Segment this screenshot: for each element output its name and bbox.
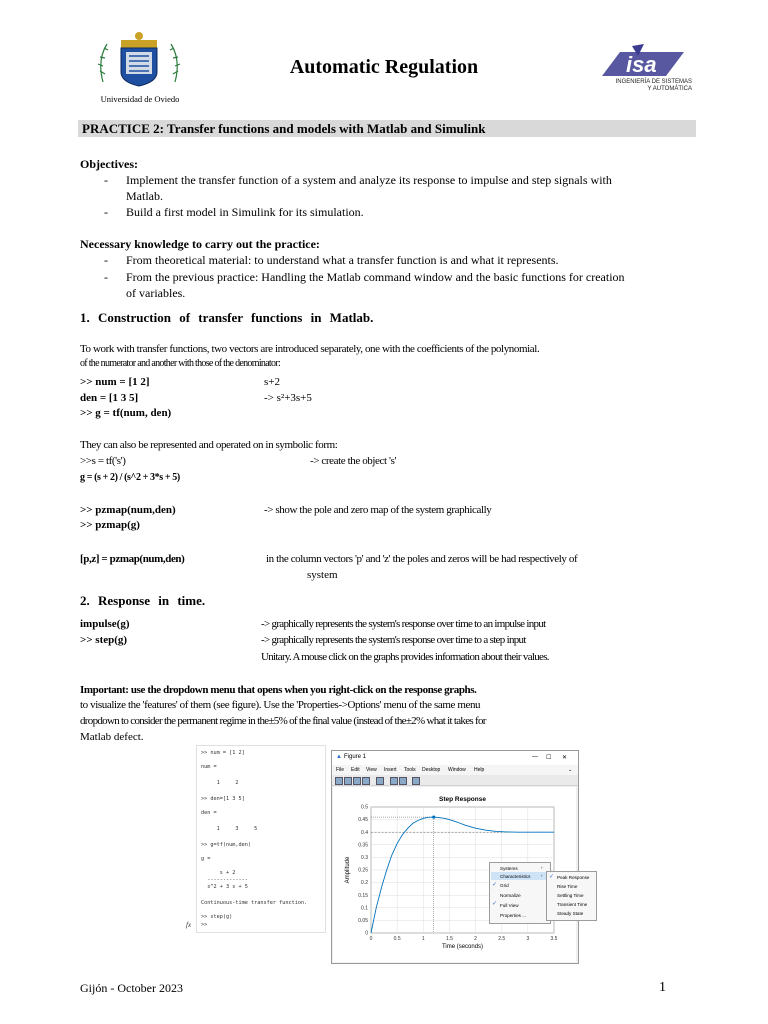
save-icon[interactable] (353, 777, 361, 785)
menu-file[interactable]: File (336, 767, 345, 773)
pz-cmd: [p,z] = pzmap(num,den) (80, 553, 185, 565)
pz-note: in the column vectors 'p' and 'z' the poles and zeros will be had respectively of (266, 553, 578, 565)
submenu-arrow-icon: › (541, 865, 543, 870)
x-tick-label: 3.5 (550, 936, 558, 942)
cmd-line: Continuous-time transfer function. (201, 900, 308, 906)
x-axis-label: Time (seconds) (441, 944, 484, 950)
y-tick-label: 0.05 (358, 918, 368, 924)
cmd-line: >> (201, 922, 208, 928)
symbolic-expr: g = (s + 2) / (s^2 + 3*s + 5) (80, 472, 180, 483)
cmd-line: num = (201, 764, 217, 770)
objectives-bullet: - (104, 205, 108, 219)
cmd-line: >> g=tf(num,den) (201, 842, 251, 848)
cmd-line: den = (201, 810, 217, 816)
context-item-full-view[interactable]: Full View (500, 903, 519, 908)
isa-dept-line1: INGENIERÍA DE SISTEMAS (615, 79, 692, 85)
context-item-characteristics[interactable]: Characteristics (500, 874, 531, 879)
pointer-icon[interactable] (376, 777, 384, 785)
knowledge-item-2-cont: of variables. (126, 286, 186, 300)
pzmap-note: -> show the pole and zero map of the system graphically (264, 504, 492, 516)
y-tick-label: 0 (365, 930, 368, 937)
code-num-note: s+2 (264, 376, 280, 388)
x-tick-label: 2.5 (498, 936, 506, 942)
fx-prompt-icon: fx (186, 921, 192, 929)
close-icon[interactable]: ✕ (562, 755, 568, 761)
figure-menubar (332, 765, 578, 775)
figure-instructions-cont: dropdown to consider the permanent regime in the±5% of the final value (instead of the±2% what it takes for (80, 715, 486, 727)
pzmap-cmd-1: >> pzmap(num,den) (80, 504, 176, 516)
code-den-note: -> s²+3s+5 (264, 392, 312, 404)
symbolic-intro: They can also be represented and operated on in symbolic form: (80, 439, 338, 451)
isa-dept-line2: Y AUTOMÁTICA (647, 86, 692, 92)
insert-legend-icon[interactable] (399, 777, 407, 785)
submenu-item-transient-time[interactable]: Transient Time (557, 902, 588, 907)
figure-title: Figure 1 (344, 754, 367, 760)
symbolic-cmd: >>s = tf('s') (80, 455, 126, 467)
step-note: -> graphically represents the system's response over time to a step input (261, 634, 526, 646)
y-tick-label: 0.25 (358, 867, 368, 874)
isa-logo (592, 42, 692, 94)
plot-tools-icon[interactable] (412, 777, 420, 785)
context-menu (489, 862, 551, 924)
section-2-heading: 2. Response in time. (80, 593, 206, 608)
x-tick-label: 1.5 (445, 936, 453, 942)
university-name: Universidad de Oviedo (100, 94, 180, 104)
figure-titlebar (332, 751, 578, 765)
chart-title: Step Response (439, 796, 486, 803)
x-tick-label: 0 (369, 936, 373, 942)
knowledge-bullet: - (104, 253, 108, 267)
page-title: Automatic Regulation (289, 56, 479, 78)
figure-instructions: to visualize the 'features' of them (see figure). Use the 'Properties->Options' menu of the same menu (80, 699, 481, 711)
objective-item-1-cont: Matlab. (126, 189, 163, 203)
cmd-line: >> den=[1 3 5] (201, 796, 245, 802)
new-figure-icon[interactable] (335, 777, 343, 785)
x-tick-label: 2 (474, 936, 477, 942)
knowledge-item-1: From theoretical material: to understand what a transfer function is and what it represents. (126, 253, 559, 267)
menu-help[interactable]: Help (474, 767, 485, 773)
insert-colorbar-icon[interactable] (390, 777, 398, 785)
y-axis-label: Amplitude (345, 856, 351, 884)
objective-item-1: Implement the transfer function of a system and analyze its response to impulse and step signals with (126, 173, 612, 187)
y-tick-label: 0.45 (358, 817, 368, 824)
impulse-cmd: impulse(g) (80, 618, 130, 630)
submenu-item-settling-time[interactable]: Settling Time (557, 893, 584, 898)
y-tick-label: 0.4 (361, 829, 368, 836)
open-file-icon[interactable] (344, 777, 352, 785)
characteristics-submenu (546, 871, 597, 921)
footer-location-date: Gijón - October 2023 (80, 981, 183, 995)
matlab-icon: ▲ (336, 754, 342, 760)
figure-toolbar (332, 775, 578, 786)
context-item-properties[interactable]: Properties ... (500, 913, 527, 918)
cmd-line: g = (201, 856, 211, 862)
figure-instructions-end: Matlab defect. (80, 731, 144, 743)
print-icon[interactable] (362, 777, 370, 785)
y-tick-label: 0.35 (358, 842, 368, 849)
section-1-intro-cont: of the numerator and another with those of the denominator: (80, 358, 281, 369)
cmd-line: >> num = [1 2] (201, 750, 245, 756)
code-tf: >> g = tf(num, den) (80, 407, 172, 419)
objective-item-2: Build a first model in Simulink for its simulation. (126, 205, 364, 219)
context-item-normalize[interactable]: Normalize (500, 893, 521, 898)
x-tick-label: 1 (421, 936, 425, 942)
important-note: Important: use the dropdown menu that opens when you right-click on the response graphs. (80, 684, 477, 696)
step-cmd: >> step(g) (80, 634, 128, 646)
knowledge-heading: Necessary knowledge to carry out the practice: (80, 237, 320, 251)
submenu-item-peak-response[interactable]: Peak Response (557, 875, 590, 880)
menu-desktop[interactable]: Desktop (422, 767, 441, 773)
page-number: 1 (659, 980, 666, 995)
menu-window[interactable]: Window (448, 767, 466, 773)
y-tick-label: 0.2 (361, 880, 368, 887)
isa-logo-text: isa (626, 52, 657, 77)
practice-title: PRACTICE 2: Transfer functions and models with Matlab and Simulink (82, 121, 486, 136)
y-tick-label: 0.1 (361, 905, 368, 912)
y-tick-label: 0.3 (361, 855, 368, 861)
menu-view[interactable]: View (366, 767, 377, 773)
submenu-item-steady-state[interactable]: Steady State (557, 911, 584, 916)
cmd-line: ------------- (201, 877, 248, 883)
pzmap-cmd-2: >> pzmap(g) (80, 519, 140, 531)
unitary-note: Unitary. A mouse click on the graphs provides information about their values. (261, 651, 549, 663)
peak-marker (432, 815, 435, 818)
impulse-note: -> graphically represents the system's response over time to an impulse input (261, 618, 546, 630)
menu-edit[interactable]: Edit (351, 767, 360, 773)
objectives-heading: Objectives: (80, 157, 138, 171)
dock-arrow-icon[interactable]: ⌄ (568, 767, 573, 773)
y-tick-label: 0.5 (361, 804, 368, 811)
cmd-line: 1 2 (201, 780, 239, 786)
pz-note-cont: system (307, 569, 338, 581)
code-den: den = [1 3 5] (80, 392, 139, 404)
cmd-line: s + 2 (201, 870, 236, 876)
x-tick-label: 3 (526, 936, 530, 942)
knowledge-bullet: - (104, 270, 108, 284)
minimize-icon[interactable]: — (532, 754, 538, 760)
context-item-systems[interactable]: Systems (500, 866, 518, 871)
submenu-arrow-icon: › (541, 873, 543, 878)
section-1-intro: To work with transfer functions, two vectors are introduced separately, one with the coefficients of the polynomial. (80, 343, 540, 355)
matlab-command-window (196, 745, 326, 933)
cmd-line: >> step(g) (201, 914, 233, 920)
symbolic-note: -> create the object 's' (310, 455, 397, 467)
menu-insert[interactable]: Insert (384, 767, 397, 773)
check-icon: ✓ (492, 901, 498, 907)
cmd-line: s^2 + 3 s + 5 (201, 884, 248, 890)
objectives-bullet: - (104, 173, 108, 187)
knowledge-item-2: From the previous practice: Handling the Matlab command window and the basic functions for creation (126, 270, 625, 284)
menu-tools[interactable]: Tools (404, 767, 416, 773)
y-tick-label: 0.15 (358, 892, 368, 899)
code-num: >> num = [1 2] (80, 376, 150, 388)
cmd-line: 1 3 5 (201, 826, 258, 832)
context-item-grid[interactable]: Grid (500, 883, 509, 888)
check-icon: ✓ (549, 874, 555, 880)
section-1-heading: 1. Construction of transfer functions in Matlab. (80, 310, 374, 325)
submenu-item-rise-time[interactable]: Rise Time (557, 884, 578, 889)
check-icon: ✓ (492, 882, 498, 888)
matlab-figure-window (331, 750, 579, 964)
maximize-icon[interactable]: ☐ (546, 755, 552, 761)
x-tick-label: 0.5 (393, 936, 401, 942)
